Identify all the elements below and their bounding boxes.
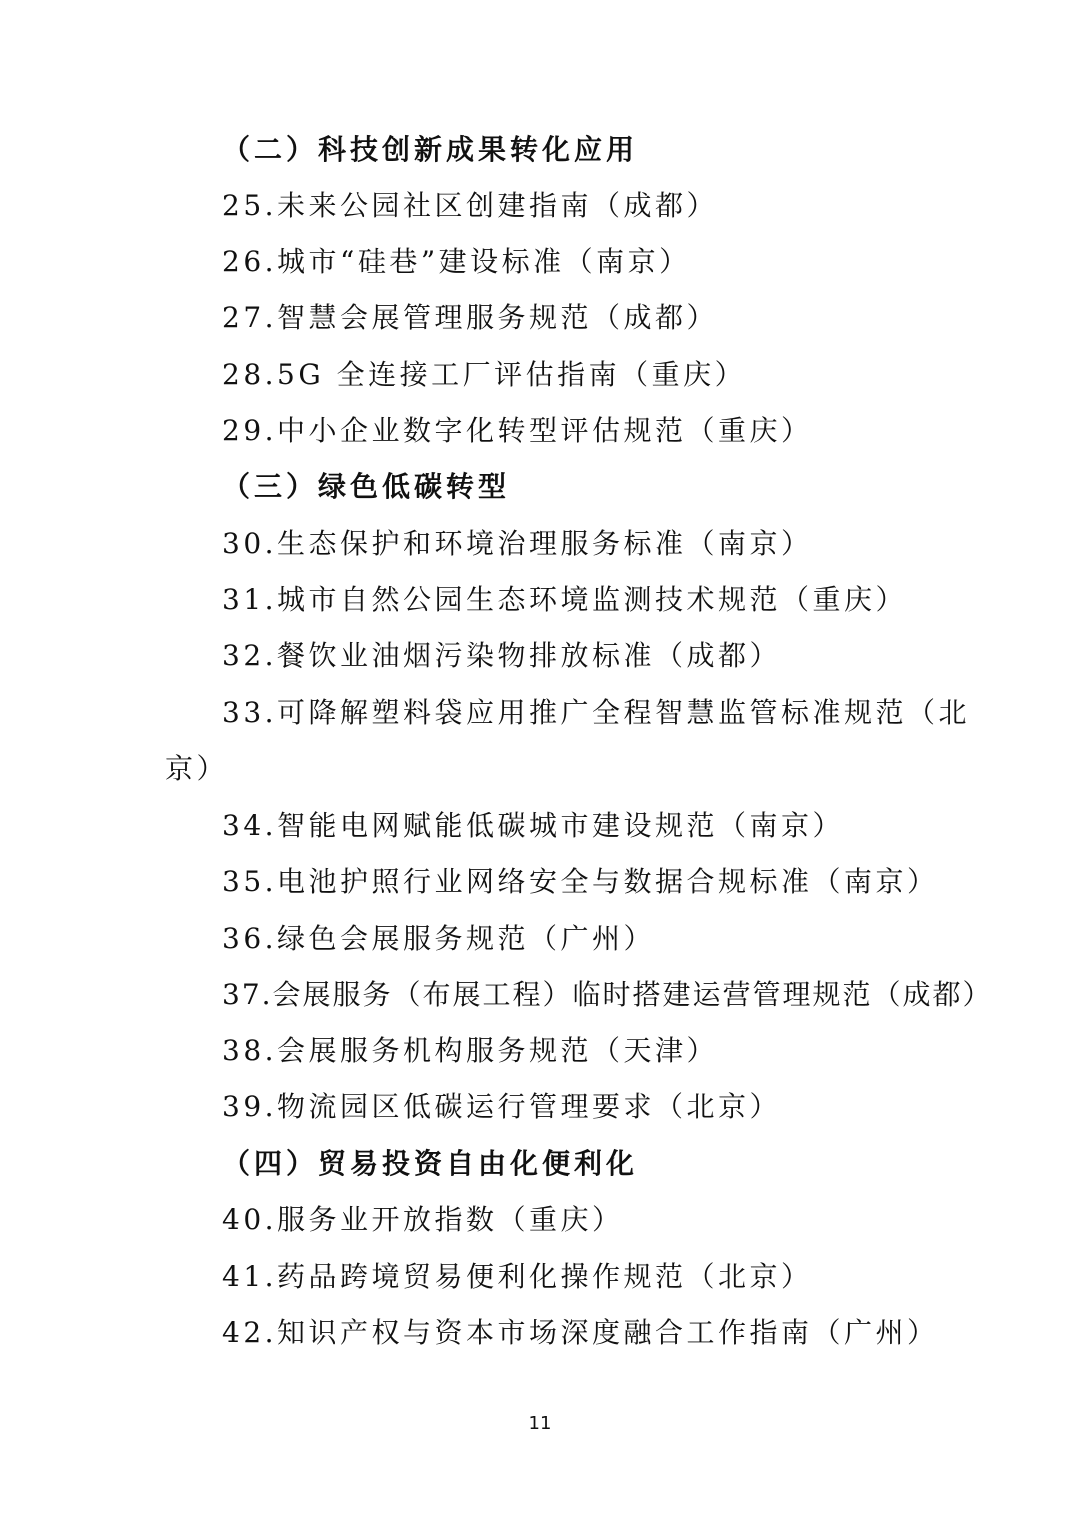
list-item-33-continuation: 京） [165,752,229,785]
section-heading-4: （四）贸易投资自由化便利化 [222,1147,639,1180]
list-item-41: 41.药品跨境贸易便利化操作规范（北京） [222,1260,813,1293]
list-item-39: 39.物流园区低碳运行管理要求（北京） [222,1090,782,1123]
list-item-34: 34.智能电网赋能低碳城市建设规范（南京） [222,809,845,842]
list-item-42: 42.知识产权与资本市场深度融合工作指南（广州） [222,1316,939,1349]
section-heading-2: （二）科技创新成果转化应用 [222,133,639,166]
list-item-29: 29.中小企业数字化转型评估规范（重庆） [222,414,813,447]
list-item-25: 25.未来公园社区创建指南（成都） [222,189,719,222]
list-item-30: 30.生态保护和环境治理服务标准（南京） [222,527,813,560]
section-heading-3: （三）绿色低碳转型 [222,470,511,503]
page-number: 11 [528,1413,552,1434]
list-item-27: 27.智慧会展管理服务规范（成都） [222,301,719,334]
list-item-33: 33.可降解塑料袋应用推广全程智慧监管标准规范（北 [222,696,971,729]
list-item-32: 32.餐饮业油烟污染物排放标准（成都） [222,639,782,672]
list-item-28: 28.5G 全连接工厂评估指南（重庆） [222,358,747,391]
list-item-36: 36.绿色会展服务规范（广州） [222,922,656,955]
list-item-31: 31.城市自然公园生态环境监测技术规范（重庆） [222,583,908,616]
list-item-40: 40.服务业开放指数（重庆） [222,1203,624,1236]
list-item-37: 37.会展服务（布展工程）临时搭建运营管理规范（成都） [222,978,993,1011]
list-item-35: 35.电池护照行业网络安全与数据合规标准（南京） [222,865,939,898]
list-item-38: 38.会展服务机构服务规范（天津） [222,1034,719,1067]
list-item-26: 26.城市“硅巷”建设标准（南京） [222,245,691,278]
